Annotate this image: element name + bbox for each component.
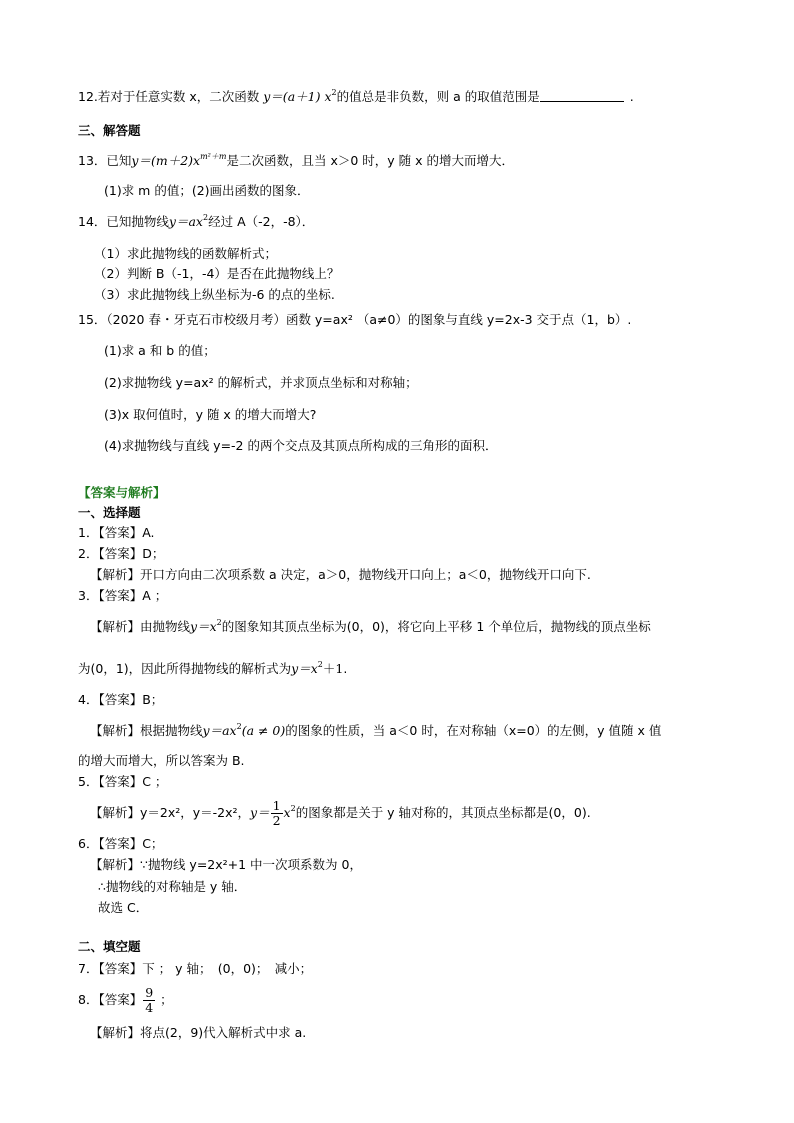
fraction-denominator: 4: [145, 1000, 154, 1015]
explanation-6-line-1: 【解析】∵抛物线 y=2x²+1 中一次项系数为 0，: [90, 857, 362, 872]
question-14: [78, 213, 314, 231]
explanation-text: 的图象知其顶点坐标为(0，0)，将它向上平移 1 个单位后，抛物线的顶点坐标: [221, 619, 651, 634]
explanation-8: 【解析】将点(2，9)代入解析式中求 a.: [90, 1025, 307, 1040]
fraction-numerator: 1: [272, 798, 281, 813]
answer-1: 1．【答案】A.: [78, 525, 155, 540]
question-text: 已知: [106, 153, 132, 168]
question-14-part-3: （3）求此抛物线上纵坐标为-6 的点的坐标.: [94, 287, 335, 302]
explanation-text: 的图象都是关于 y 轴对称的，其顶点坐标都是(0，0).: [295, 805, 591, 820]
exponent: 2: [290, 804, 296, 813]
math-expression: y＝(a＋1) x: [263, 89, 332, 104]
answer-8: [78, 983, 173, 1017]
question-15-part-3: (3)x 取何值时，y 随 x 的增大而增大?: [104, 407, 317, 422]
question-text: 已知抛物线: [106, 214, 169, 229]
question-text: 是二次函数，且当 x＞0 时，y 随 x 的增大而增大．: [226, 153, 514, 168]
question-number: 14．: [78, 214, 107, 229]
question-13: [78, 152, 514, 170]
explanation-2: 【解析】开口方向由二次项系数 a 决定，a＞0，抛物线开口向上；a＜0，抛物线开口向下.: [90, 567, 591, 582]
question-13-subparts: (1)求 m 的值；(2)画出函数的图象．: [104, 183, 310, 198]
answer-label: 8．【答案】: [78, 992, 143, 1007]
answer-7: 7．【答案】下 ； y 轴； (0，0)； 减小；: [78, 961, 313, 976]
question-15-part-2: (2)求抛物线 y=ax² 的解析式，并求顶点坐标和对称轴；: [104, 375, 418, 390]
explanation-text: 【解析】根据抛物线: [90, 723, 203, 738]
fraction-one-half: [271, 799, 283, 828]
math-expression: y＝: [250, 805, 270, 820]
explanation-5: [90, 798, 591, 828]
fraction-denominator: 2: [272, 813, 281, 828]
section-heading-solutions: 三、解答题: [78, 123, 141, 138]
math-expression: y＝ax: [168, 214, 203, 229]
fraction-numerator: 9: [145, 985, 154, 1000]
answer-3: 3．【答案】A ；: [78, 588, 168, 603]
explanation-text: 【解析】由抛物线: [90, 619, 191, 634]
answer-2: 2．【答案】D；: [78, 546, 165, 561]
exponent: 2: [331, 88, 337, 97]
exponent: 2: [216, 618, 222, 627]
math-expression: y＝x: [291, 661, 318, 676]
answer-5: 5．【答案】C ；: [78, 774, 168, 789]
exponent: 2: [317, 660, 323, 669]
question-text: 经过 A（-2，-8）．: [208, 214, 315, 229]
math-expression: (a ≠ 0): [241, 723, 286, 738]
math-expression: x: [283, 805, 291, 820]
answers-title: 【答案与解析】: [78, 485, 166, 500]
explanation-4-line-1: [90, 722, 661, 740]
answer-6: 6．【答案】C；: [78, 836, 164, 851]
math-expression: y＝ax: [202, 723, 237, 738]
question-number: 13．: [78, 153, 107, 168]
section-heading-fill: 二、填空题: [78, 939, 141, 954]
question-text: 若对于任意实数 x，二次函数: [97, 89, 260, 104]
section-heading-choice: 一、选择题: [78, 505, 141, 520]
question-15-part-4: (4)求抛物线与直线 y=-2 的两个交点及其顶点所构成的三角形的面积．: [104, 438, 498, 453]
answer-blank[interactable]: [540, 89, 624, 102]
question-15-part-1: (1)求 a 和 b 的值；: [104, 343, 216, 358]
exponent: m²＋m: [200, 152, 227, 161]
punctuation: .: [343, 661, 348, 676]
explanation-6-line-2: ∴抛物线的对称轴是 y 轴．: [98, 879, 247, 894]
question-12: [78, 88, 634, 106]
answer-4: 4．【答案】B；: [78, 692, 164, 707]
punctuation: ；: [160, 992, 173, 1007]
exponent: 2: [203, 213, 209, 222]
punctuation: .: [629, 89, 634, 104]
question-14-part-1: （1）求此抛物线的函数解析式；: [94, 246, 277, 261]
explanation-text: 【解析】y＝2x²，y＝-2x²，: [90, 805, 251, 820]
math-expression: y＝(m＋2)x: [131, 153, 201, 168]
question-15: 15．（2020 春・牙克石市校级月考）函数 y=ax² （a≠0）的图象与直线 y=2x-3 交于点（1，b）.: [78, 312, 632, 327]
explanation-4-line-2: 的增大而增大，所以答案为 B.: [78, 753, 245, 768]
math-expression: ＋1: [322, 661, 344, 676]
explanation-text: 为(0，1)，因此所得抛物线的解析式为: [78, 661, 292, 676]
explanation-3-line-1: [90, 618, 651, 636]
exponent: 2: [236, 722, 242, 731]
question-14-part-2: （2）判断 B（-1，-4）是否在此抛物线上？: [94, 266, 340, 281]
explanation-text: 的图象的性质，当 a＜0 时，在对称轴（x=0）的左侧，y 值随 x 值: [285, 723, 662, 738]
math-expression: y＝x: [190, 619, 217, 634]
question-number: 12.: [78, 89, 98, 104]
explanation-6-line-3: 故选 C．: [98, 900, 149, 915]
question-text: 的值总是非负数，则 a 的取值范围是: [336, 89, 540, 104]
explanation-3-line-2: [78, 660, 347, 678]
fraction-nine-fourths: [143, 986, 155, 1015]
